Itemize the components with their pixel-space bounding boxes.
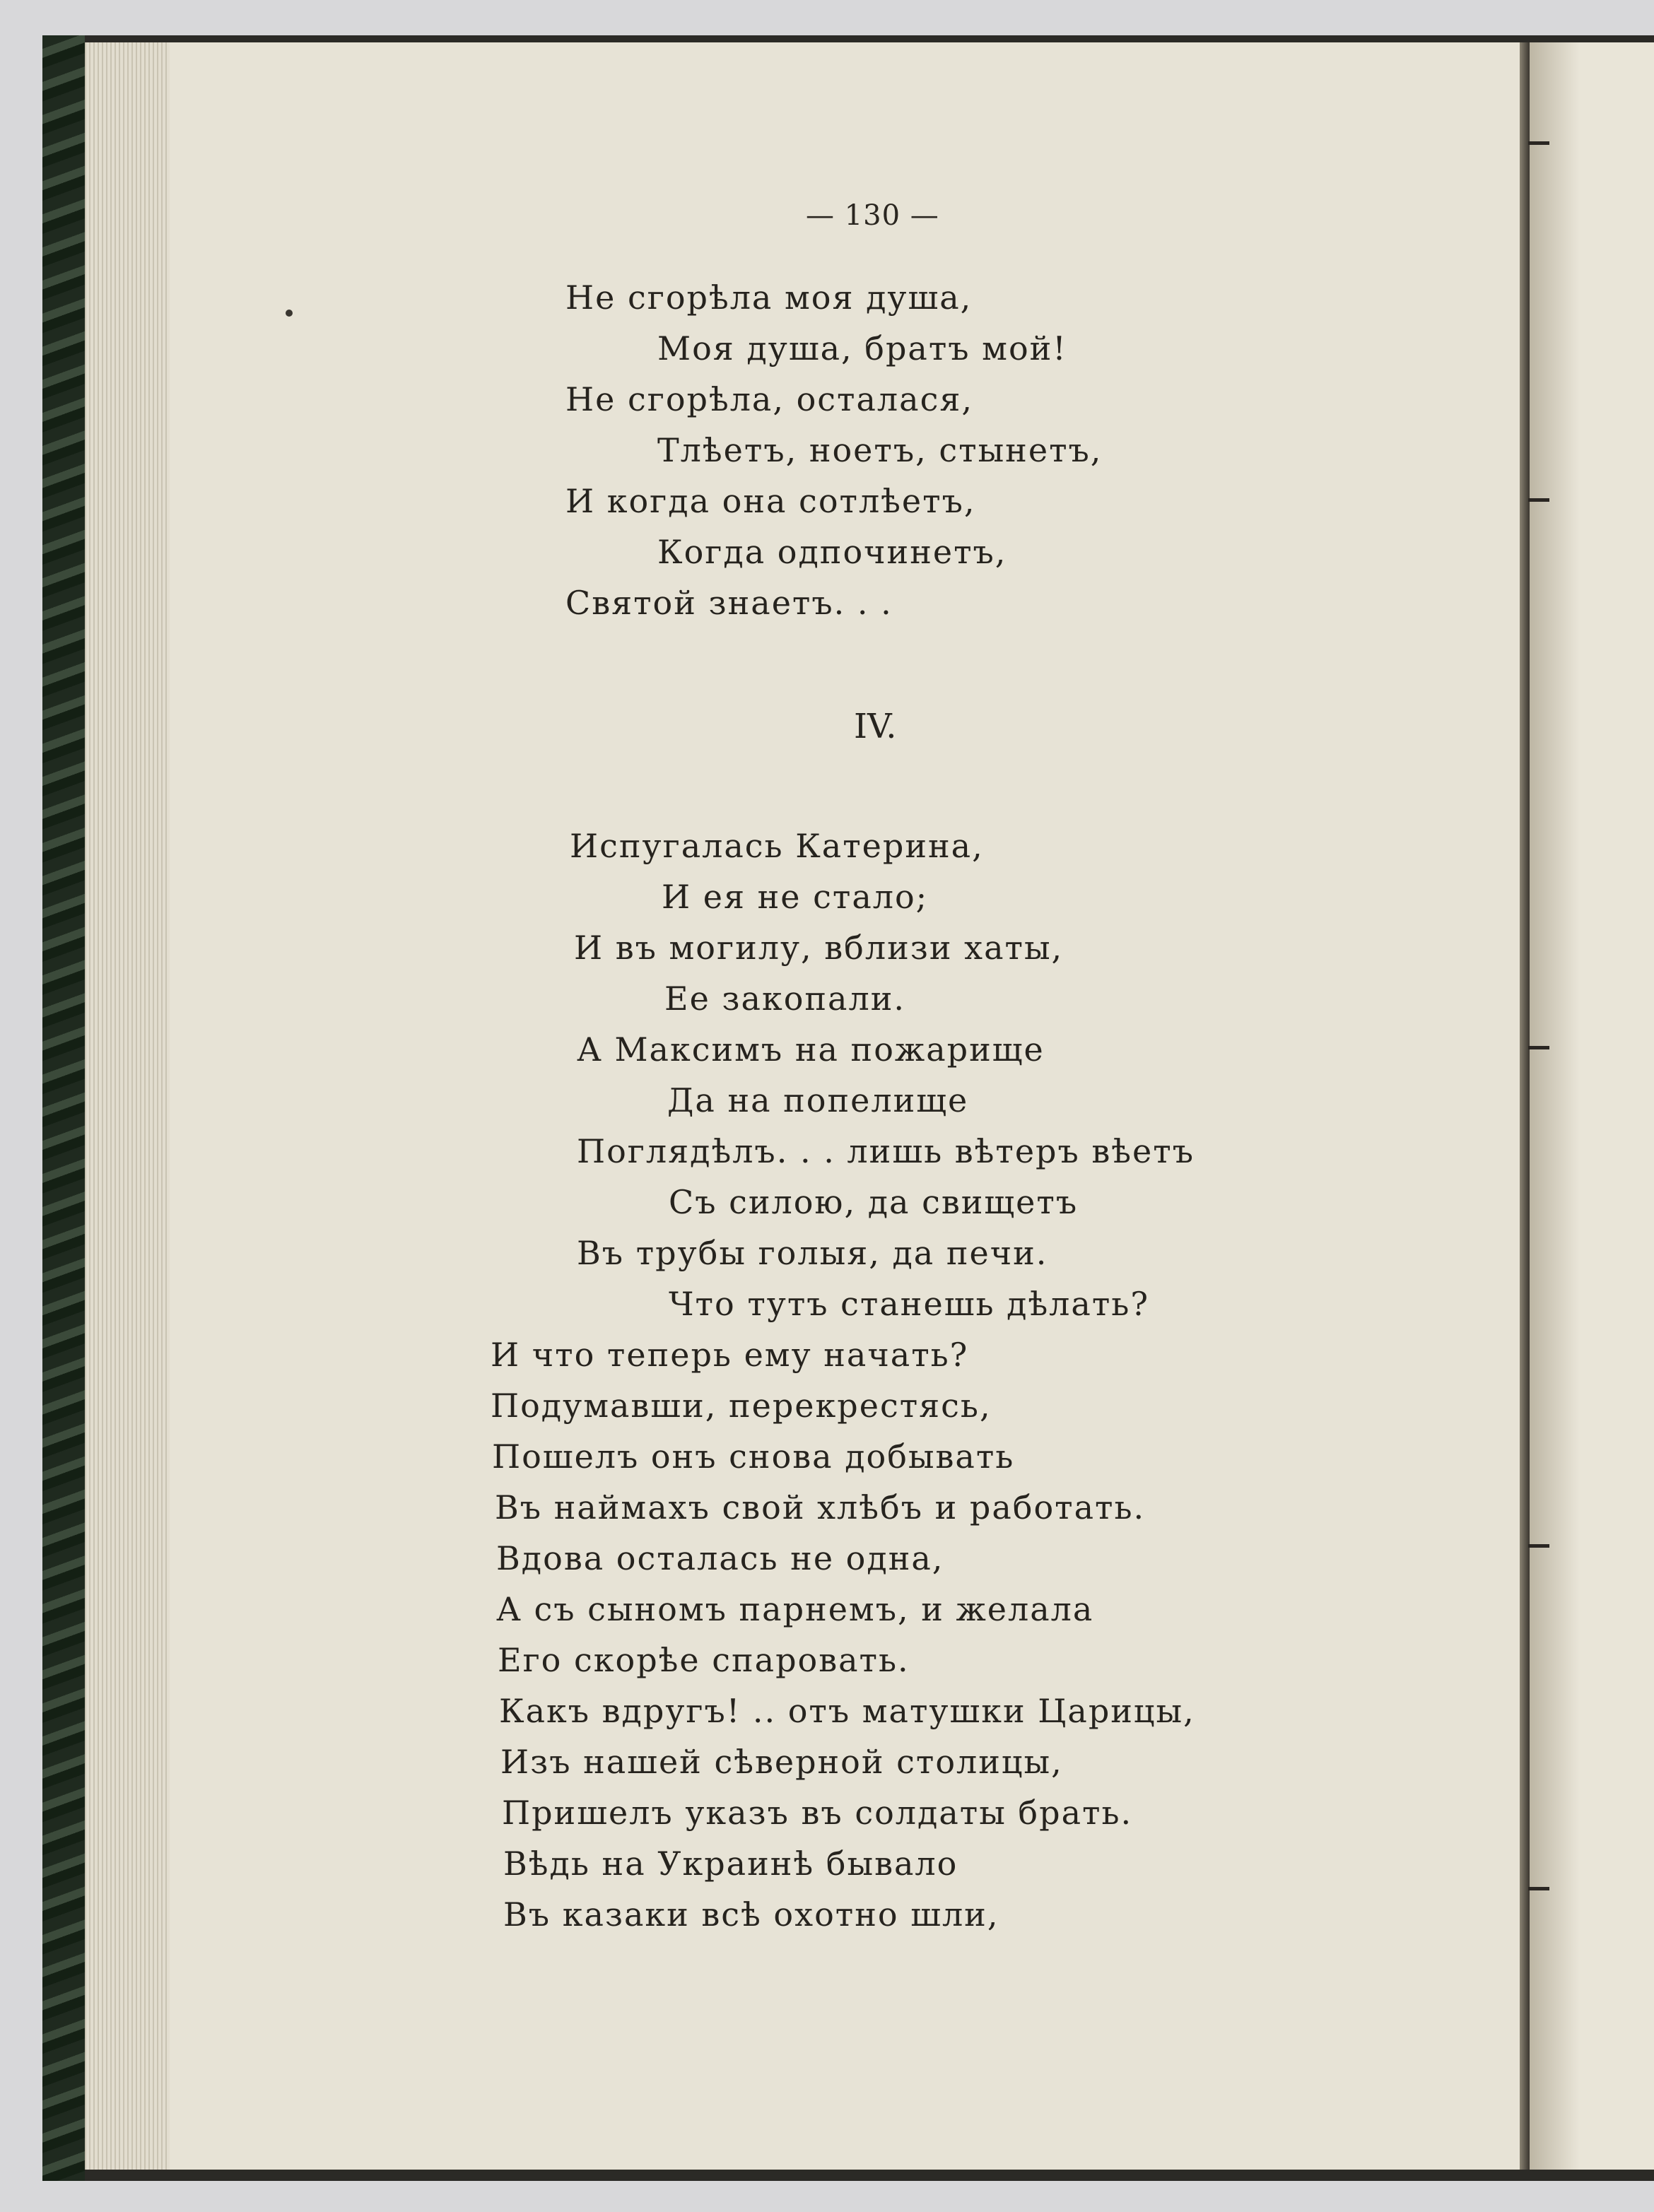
verse-line: Въ наймахъ свой хлѣбъ и работать. <box>495 1488 1146 1526</box>
verse-line: Какъ вдругъ! .. отъ матушки Царицы, <box>499 1692 1195 1730</box>
verse-line: Не сгорѣла, осталася, <box>565 380 973 418</box>
page-number: — 130 — <box>806 199 939 232</box>
verse-line: Когда одпочинетъ, <box>657 533 1007 571</box>
verse-line: Да на попелище <box>667 1081 969 1119</box>
binding-tick <box>1528 141 1549 145</box>
verse-line: И когда она сотлѣетъ, <box>565 482 976 520</box>
verse-line: Подумавши, перекрестясь, <box>491 1387 992 1425</box>
binding-tick <box>1528 1544 1549 1548</box>
verse-line: Въ трубы голыя, да печи. <box>577 1234 1048 1272</box>
verse-line: А съ сыномъ парнемъ, и желала <box>496 1590 1094 1628</box>
verse-line: Пришелъ указъ въ солдаты брать. <box>502 1794 1133 1832</box>
verse-line: Его скорѣе спаровать. <box>498 1641 910 1679</box>
verse-line: Вдова осталась не одна, <box>496 1539 944 1577</box>
verse-line: Въ казаки всѣ охотно шли, <box>503 1895 999 1934</box>
binding-tick <box>1528 1046 1549 1049</box>
verse-line: Моя душа, братъ мой! <box>657 329 1067 367</box>
section-heading: IV. <box>854 707 897 746</box>
marbled-edge <box>42 35 85 2181</box>
verse-line: Изъ нашей сѣверной столицы, <box>500 1743 1063 1781</box>
verse-line: Поглядѣлъ. . . лишь вѣтеръ вѣетъ <box>577 1132 1195 1170</box>
verse-line: И ея не стало; <box>662 878 929 916</box>
next-page-edge <box>1530 42 1654 2170</box>
binding-tick <box>1528 498 1549 502</box>
verse-line: И въ могилу, вблизи хаты, <box>574 929 1064 967</box>
verse-line: Тлѣетъ, ноетъ, стынетъ, <box>657 431 1103 469</box>
verse-line: Святой знаетъ. . . <box>565 584 893 622</box>
verse-line: Съ силою, да свищетъ <box>669 1183 1079 1221</box>
binding-tick <box>1528 1887 1549 1890</box>
verse-line: Вѣдь на Украинѣ бывало <box>503 1845 958 1883</box>
gutter-shadow <box>1520 42 1530 2170</box>
verse-line: Что тутъ станешь дѣлать? <box>669 1285 1149 1323</box>
page-edges <box>85 42 170 2170</box>
verse-line: Ее закопали. <box>664 979 905 1018</box>
verse-line: И что теперь ему начать? <box>491 1336 969 1374</box>
ink-speck <box>286 310 293 317</box>
verse-line: Не сгорѣла моя душа, <box>565 278 973 317</box>
verse-line: Пошелъ онъ снова добывать <box>492 1437 1015 1476</box>
verse-line: Испугалась Катерина, <box>570 827 984 865</box>
verse-line: А Максимъ на пожарище <box>577 1030 1045 1069</box>
